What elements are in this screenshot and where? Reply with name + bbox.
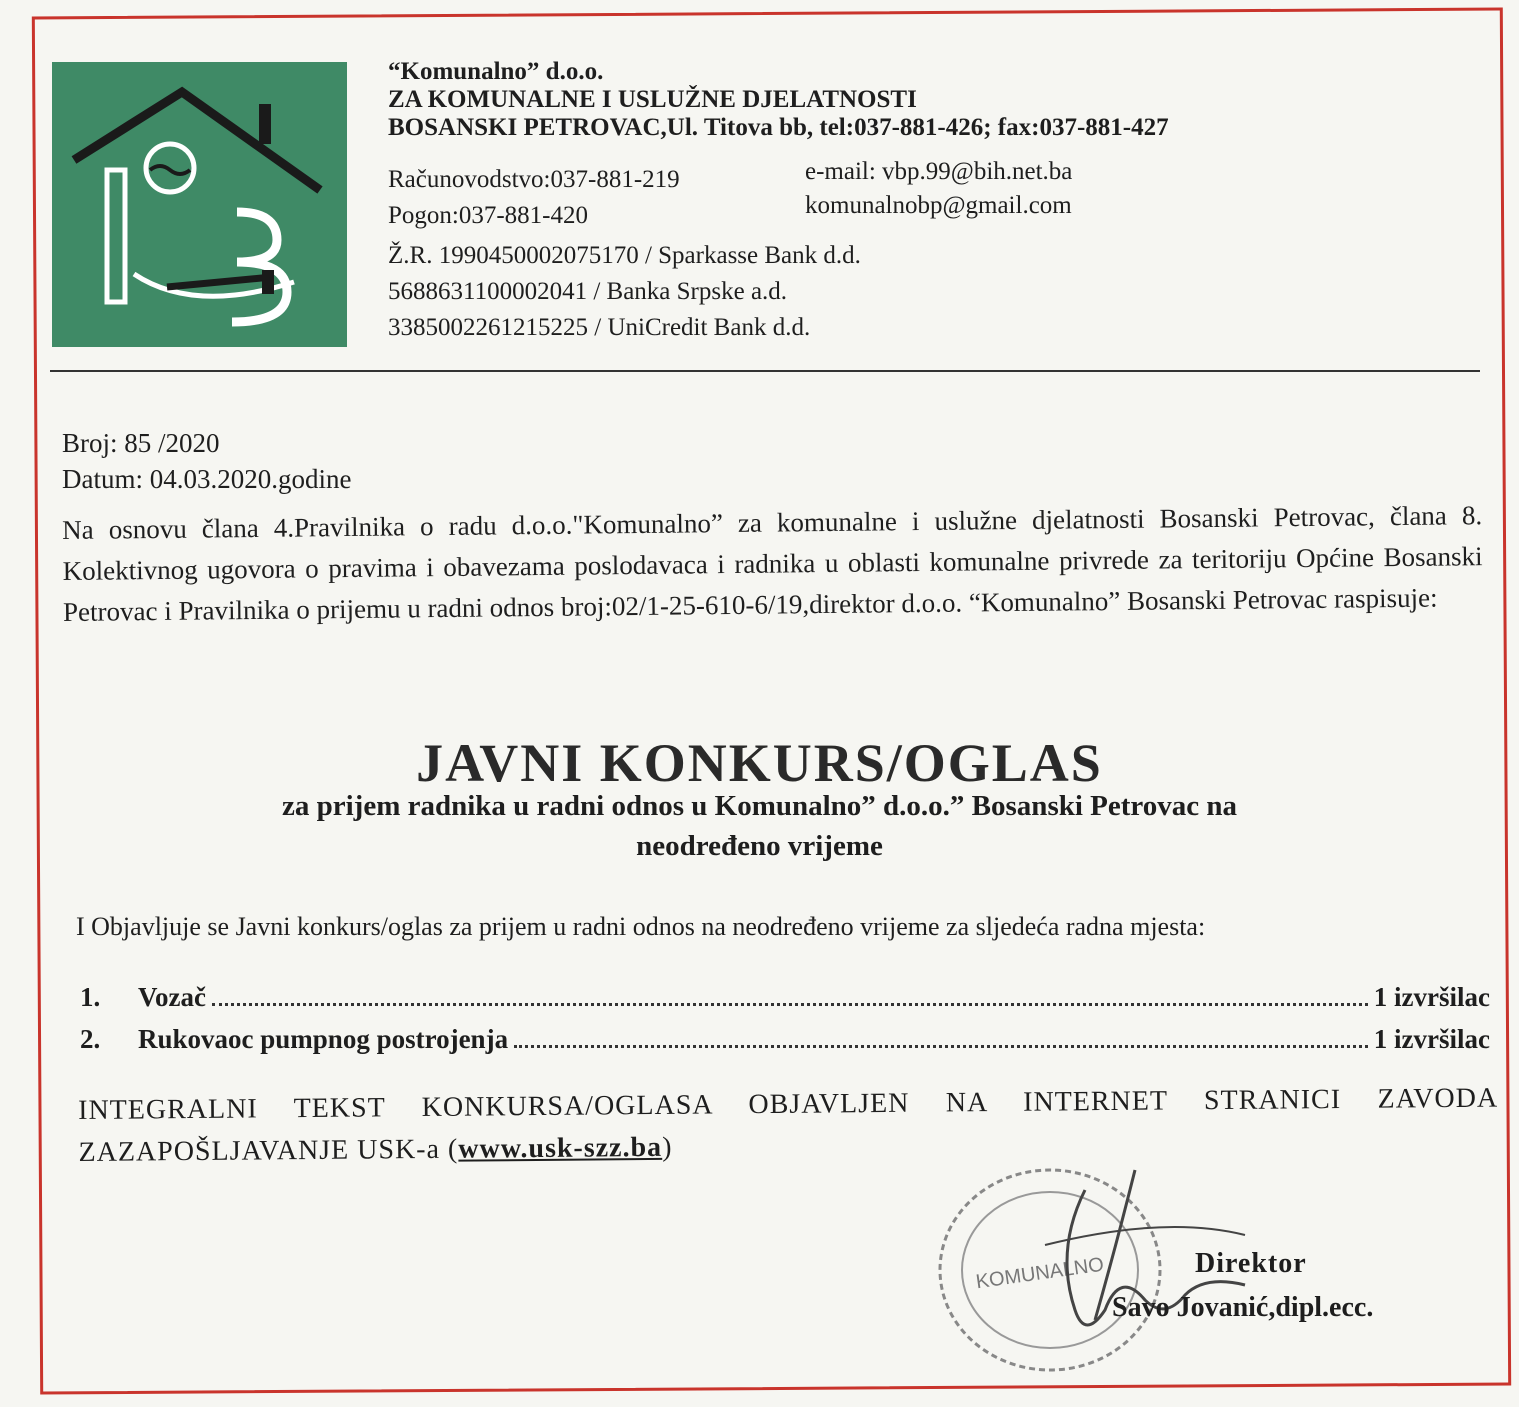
company-activity: ZA KOMUNALNE I USLUŽNE DJELATNOSTI xyxy=(388,86,917,113)
integral-text-end: ) xyxy=(661,1131,673,1163)
position-number: 2. xyxy=(80,1024,101,1054)
document-number: Broj: 85 /2020 xyxy=(62,428,220,458)
bank-account-3: 3385002261215225 / UniCredit Bank d.d. xyxy=(388,314,811,341)
dot-leader xyxy=(212,1003,1368,1006)
position-count: 1 izvršilac xyxy=(1373,1024,1490,1054)
document-subtitle-line-1: za prijem radnika u radni odnos u Komunalno” d.o.o.” Bosanski Petrovac na xyxy=(281,790,1238,822)
header-divider xyxy=(50,370,1480,372)
section-i-text: I Objavljuje se Javni konkurs/oglas za prijem u radni odnos na neodređeno vrijeme za sljedeća radna mjesta: xyxy=(76,912,1206,941)
document-subtitle-line-2: neodređeno vrijeme xyxy=(636,830,883,862)
accounting-phone: Računovodstvo:037-881-219 xyxy=(388,166,680,193)
email-primary: e-mail: vbp.99@bih.net.ba xyxy=(805,158,1073,185)
plant-phone: Pogon:037-881-420 xyxy=(388,202,588,229)
stamp-text: KOMUNALNO xyxy=(974,1253,1106,1294)
position-row-1 xyxy=(80,982,1490,1013)
position-count: 1 izvršilac xyxy=(1373,982,1490,1012)
dot-leader xyxy=(514,1045,1368,1048)
position-row-2 xyxy=(80,1024,1490,1055)
position-number: 1. xyxy=(80,982,101,1012)
document-date: Datum: 04.03.2020.godine xyxy=(62,464,352,494)
company-name: “Komunalno” d.o.o. xyxy=(388,58,604,85)
bank-account-1: Ž.R. 1990450002075170 / Sparkasse Bank d.d. xyxy=(388,242,861,269)
position-name: Rukovaoc pumpnog postrojenja xyxy=(138,1024,509,1054)
zavod-website-link[interactable]: www.usk-szz.ba xyxy=(458,1131,663,1165)
integral-text: INTEGRALNI TEKST KONKURSA/OGLASA OBJAVLJEN NA INTERNET STRANICI ZAVODA ZAZAPOŠLJAVANJE USK-a ( xyxy=(78,1082,1499,1168)
company-address: BOSANSKI PETROVAC,Ul. Titova bb, tel:037-881-426; fax:037-881-427 xyxy=(388,114,1169,141)
bank-account-2: 5688631100002041 / Banka Srpske a.d. xyxy=(388,278,788,305)
company-logo xyxy=(52,62,347,347)
signature-name: Savo Jovanić,dipl.ecc. xyxy=(1112,1292,1374,1323)
position-name: Vozač xyxy=(138,982,206,1012)
email-secondary: komunalnobp@gmail.com xyxy=(805,192,1072,219)
integral-text-notice xyxy=(78,1078,1499,1174)
signature-title: Direktor xyxy=(1195,1248,1307,1279)
document-title: JAVNI KONKURS/OGLAS xyxy=(416,733,1103,793)
intro-paragraph: Na osnovu člana 4.Pravilnika o radu d.o.o."Komunalno” za komunalne i uslužne djelatnosti Bosanski Petrovac, člana 8. Kolektivnog ugovora o pravima i obavezama poslodavaca i radnika u oblasti komunalne privrede za teritoriju Općine Bosanski Petrovac i Pravilnika o prijemu u radni odnos broj:02/1-25-610-6/19,direktor d.o.o. “Komunalno” Bosanski Petrovac raspisuje: xyxy=(62,500,1483,627)
